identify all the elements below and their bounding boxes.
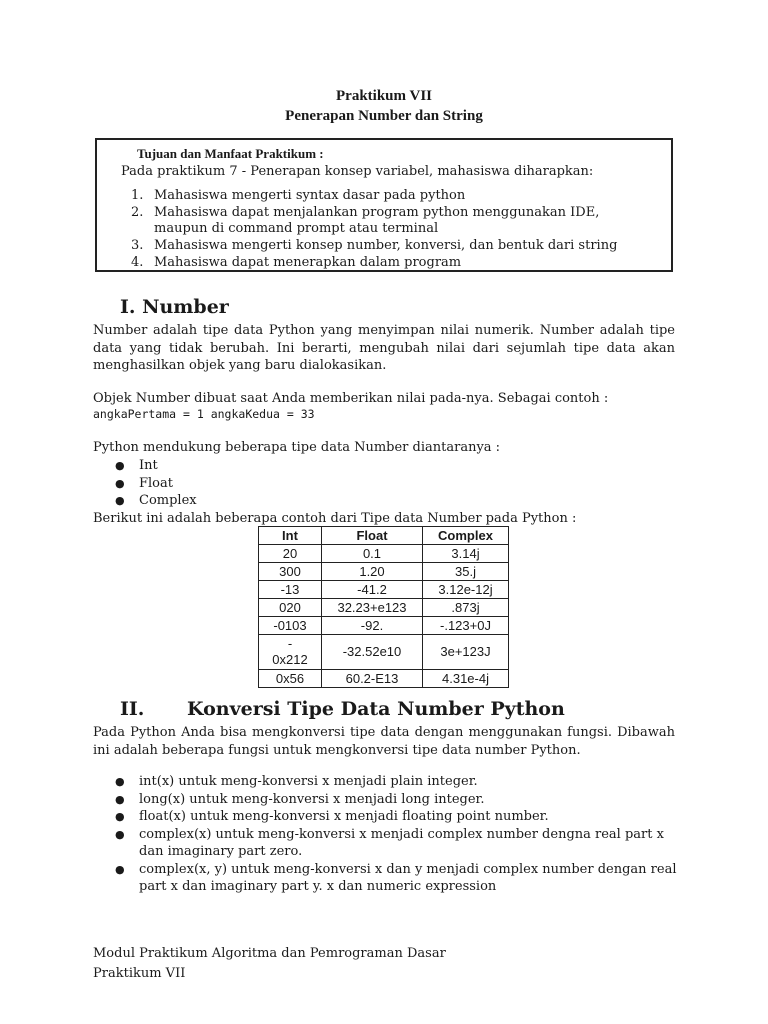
list-item: ● Int: [115, 458, 158, 473]
bullet-icon: ●: [115, 862, 125, 876]
list-item: ● Complex: [115, 493, 197, 508]
table-row: 020 32.23+e123 .873j: [259, 599, 509, 617]
bullet-icon: ●: [115, 494, 125, 507]
number-types-intro: Python mendukung beberapa tipe data Number diantaranya :: [93, 440, 501, 455]
footer-practicum: Praktikum VII: [93, 966, 186, 981]
list-item: ● Float: [115, 475, 173, 491]
list-item: ● float(x) untuk meng-konversi x menjadi floating point number.: [115, 809, 549, 824]
document-title: Praktikum VII: [336, 88, 432, 104]
table-row: 300 1.20 35.j: [259, 563, 509, 581]
list-item: ● complex(x) untuk meng-konversi x menjadi complex number dengna real part x dan imaginary part zero.: [115, 826, 664, 859]
objectives-list: [121, 188, 651, 272]
bullet-icon: ●: [115, 459, 125, 472]
footer-module-name: Modul Praktikum Algoritma dan Pemrograman Dasar: [93, 946, 446, 961]
table-row: -0103 -92. -.123+0J: [259, 617, 509, 635]
section-heading-number-2: II.: [120, 698, 145, 720]
bullet-icon: ●: [115, 775, 125, 788]
table-row: - 0x212 -32.52e10 3e+123J: [259, 635, 509, 670]
conversion-functions-list: [93, 773, 683, 896]
number-object-text: Objek Number dibuat saat Anda memberikan nilai pada-nya. Sebagai contoh :: [93, 391, 609, 406]
number-examples-intro: Berikut ini adalah beberapa contoh dari Tipe data Number pada Python :: [93, 511, 577, 526]
bullet-icon: ●: [115, 827, 125, 841]
document-subtitle: Penerapan Number dan String: [285, 108, 483, 124]
number-description: Number adalah tipe data Python yang menyimpan nilai numerik. Number adalah tipe data yang tidak berubah. Ini berarti, mengubah nilai dari sejumlah tipe data akan menghasilkan objek yang baru dialokasikan.: [93, 323, 675, 373]
objectives-heading: Tujuan dan Manfaat Praktikum :: [137, 146, 324, 161]
column-header: Float: [322, 527, 423, 545]
list-item: 1. Mahasiswa mengerti syntax dasar pada python: [131, 188, 466, 203]
table-row: 20 0.1 3.14j: [259, 545, 509, 563]
list-item: 4. Mahasiswa dapat menerapkan dalam program: [131, 255, 462, 270]
list-item: ● complex(x, y) untuk meng-konversi x dan y menjadi complex number dengan real part x dan imaginary part y. x dan numeric expression: [115, 861, 677, 894]
conversion-description: Pada Python Anda bisa mengkonversi tipe data dengan menggunakan fungsi. Dibawah ini adalah beberapa fungsi untuk mengkonversi tipe data number Python.: [93, 725, 675, 758]
list-item: 2. Mahasiswa dapat menjalankan program python menggunakan IDE, maupun di command prompt atau terminal: [131, 205, 600, 236]
bullet-icon: ●: [115, 792, 125, 806]
number-types-list: [93, 457, 197, 510]
list-item: ● long(x) untuk meng-konversi x menjadi long integer.: [115, 791, 485, 807]
column-header: Complex: [423, 527, 509, 545]
bullet-icon: ●: [115, 476, 125, 490]
table-row: 0x56 60.2-E13 4.31e-4j: [259, 670, 509, 688]
table-row: -13 -41.2 3.12e-12j: [259, 581, 509, 599]
bullet-icon: ●: [115, 810, 125, 823]
section-heading-number: I. Number: [120, 296, 229, 318]
objectives-box: [95, 138, 673, 272]
list-item: ● int(x) untuk meng-konversi x menjadi plain integer.: [115, 774, 478, 789]
code-example: angkaPertama = 1 angkaKedua = 33: [93, 407, 315, 421]
table-header-row: [259, 527, 509, 545]
objectives-intro: Pada praktikum 7 - Penerapan konsep variabel, mahasiswa diharapkan:: [121, 164, 594, 179]
number-examples-table: [258, 526, 509, 688]
column-header: Int: [259, 527, 322, 545]
section-heading-conversion: Konversi Tipe Data Number Python: [187, 698, 565, 720]
list-item: 3. Mahasiswa mengerti konsep number, konversi, dan bentuk dari string: [131, 238, 618, 253]
